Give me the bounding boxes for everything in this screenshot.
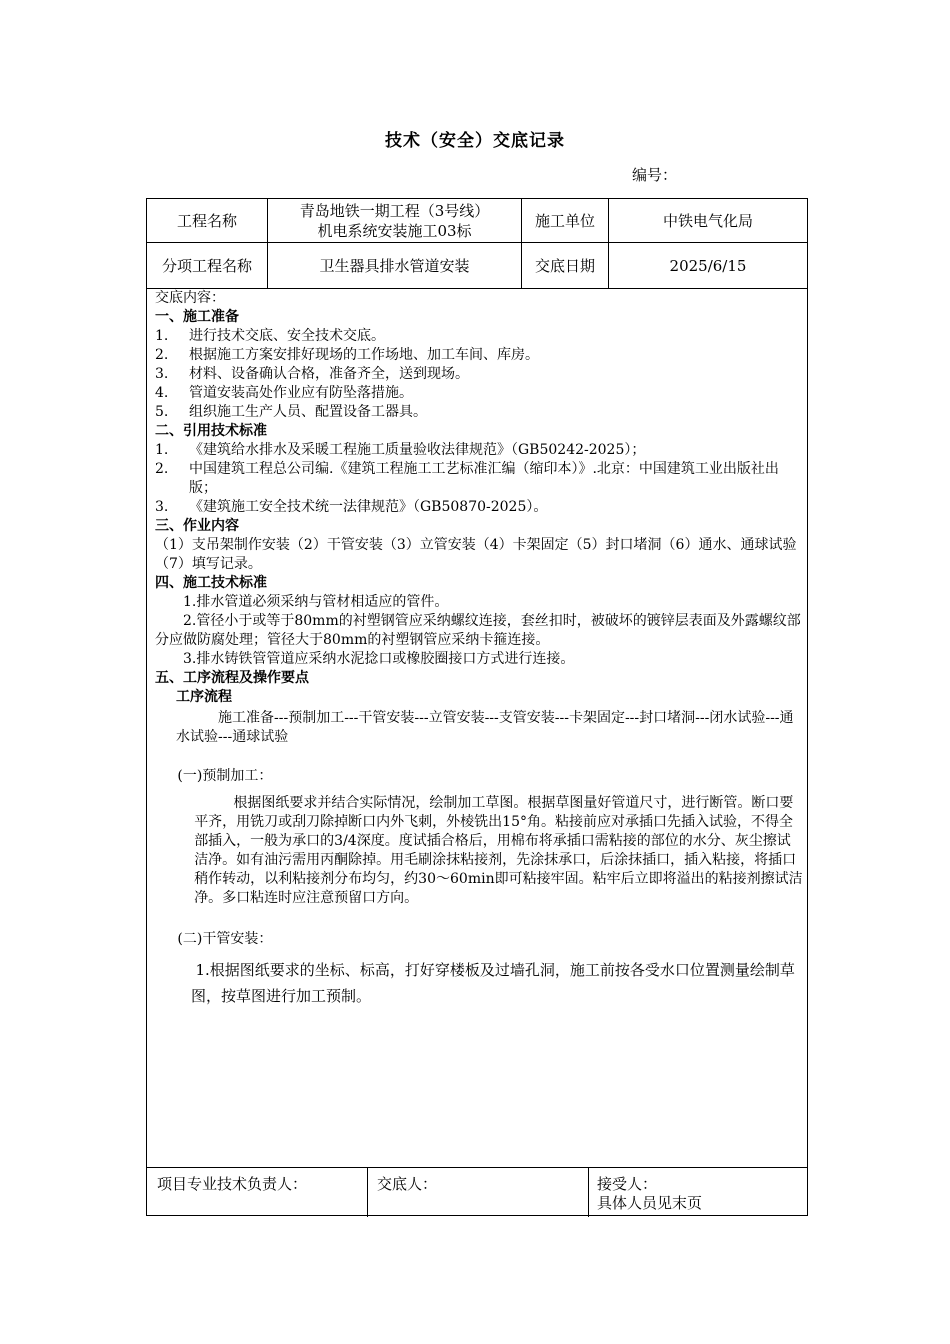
item-number: 5. bbox=[155, 404, 169, 420]
project-name-label: 工程名称 bbox=[176, 211, 237, 230]
item-text: 《建筑给水排水及采暖工程施工质量验收法律规范》（GB50242-2025）； bbox=[189, 442, 646, 458]
section-5-title: 五、工序流程及操作要点 bbox=[155, 670, 309, 686]
item-number: 3. bbox=[155, 366, 169, 382]
receiver-note: 具体人员见末页 bbox=[597, 1194, 703, 1212]
subsection-b-text: 1.根据图纸要求的坐标、标高，打好穿楼板及过墙孔洞，施工前按各受水口位置测量绘制草图，按草图进行加工预制。 bbox=[191, 961, 795, 1005]
list-item bbox=[155, 384, 803, 403]
list-item bbox=[155, 365, 803, 384]
row-divider bbox=[147, 1167, 807, 1168]
list-item bbox=[155, 460, 803, 498]
item-number: 2. bbox=[155, 461, 169, 477]
section-4-para: 3.排水铸铁管管道应采纳水泥捻口或橡胶圈接口方式进行连接。 bbox=[183, 651, 575, 667]
item-number: 3. bbox=[155, 499, 169, 515]
item-number: 1. bbox=[155, 442, 169, 458]
section-2-title: 二、引用技术标准 bbox=[155, 423, 267, 439]
document-title: 技术（安全）交底记录 bbox=[385, 131, 565, 151]
code-label: 编号： bbox=[632, 166, 678, 184]
discloser-label: 交底人： bbox=[377, 1175, 438, 1193]
section-4-para: 1.排水管道必须采纳与管材相适应的管件。 bbox=[183, 594, 449, 610]
item-text: 《建筑施工安全技术统一法律规范》（GB50870-2025）。 bbox=[189, 499, 548, 515]
sub-project-label: 分项工程名称 bbox=[161, 256, 252, 275]
process-flow-text: 施工准备---预制加工---干管安装---立管安装---支管安装---卡架固定---封口堵洞---闭水试验---通水试验---通球试验 bbox=[176, 710, 794, 745]
list-item bbox=[155, 403, 803, 422]
col-divider bbox=[367, 1167, 368, 1217]
section-4-para: 2.管径小于或等于80mm的衬塑钢管应采纳螺纹连接，套丝扣时，被破坏的镀锌层表面及外露螺纹部分应做防腐处理；管径大于80mm的衬塑钢管应采纳卡箍连接。 bbox=[155, 613, 801, 648]
col-divider bbox=[588, 1167, 589, 1217]
date-label: 交底日期 bbox=[534, 256, 595, 275]
list-item bbox=[155, 327, 803, 346]
item-text: 组织施工生产人员、配置设备工器具。 bbox=[189, 404, 427, 420]
item-text: 管道安装高处作业应有防坠落措施。 bbox=[189, 385, 413, 401]
subsection-b-title: (二)干管安装： bbox=[177, 931, 273, 947]
section-3-title: 三、作业内容 bbox=[155, 518, 239, 534]
section-4-title: 四、施工技术标准 bbox=[155, 575, 267, 591]
item-number: 2. bbox=[155, 347, 169, 363]
item-text: 材料、设备确认合格，准备齐全，送到现场。 bbox=[189, 366, 469, 382]
record-table bbox=[146, 198, 808, 1216]
unit-value: 中铁电气化局 bbox=[662, 211, 753, 230]
item-number: 1. bbox=[155, 328, 169, 344]
project-name-line2: 机电系统安装施工03标 bbox=[317, 221, 472, 240]
list-item bbox=[155, 346, 803, 365]
receiver-label: 接受人： bbox=[597, 1175, 658, 1193]
subsection-a-title: (一)预制加工： bbox=[177, 768, 273, 784]
date-value: 2025/6/15 bbox=[669, 256, 747, 275]
process-flow-subtitle: 工序流程 bbox=[176, 689, 232, 705]
item-text: 进行技术交底、安全技术交底。 bbox=[189, 328, 385, 344]
section-3-text: （1）支吊架制作安装（2）干管安装（3）立管安装（4）卡架固定（5）封口堵洞（6）通水、通球试验（7）填写记录。 bbox=[155, 537, 797, 572]
project-name-line1: 青岛地铁一期工程（3号线） bbox=[299, 201, 490, 220]
item-text: 根据施工方案安排好现场的工作场地、加工车间、库房。 bbox=[189, 347, 539, 363]
tech-lead-label: 项目专业技术负责人： bbox=[157, 1175, 308, 1193]
content-intro: 交底内容： bbox=[155, 290, 225, 306]
item-text: 中国建筑工程总公司编.《建筑工程施工工艺标准汇编（缩印本）》.北京：中国建筑工业出版社出版； bbox=[189, 461, 779, 496]
sub-project-value: 卫生器具排水管道安装 bbox=[319, 256, 470, 275]
project-name-value bbox=[268, 199, 521, 242]
list-item bbox=[155, 441, 803, 460]
list-item bbox=[155, 498, 803, 517]
unit-label: 施工单位 bbox=[534, 211, 595, 230]
item-number: 4. bbox=[155, 385, 169, 401]
section-1-title: 一、施工准备 bbox=[155, 309, 239, 325]
subsection-a-text: 根据图纸要求并结合实际情况，绘制加工草图。根据草图量好管道尺寸，进行断管。断口要平齐，用铣刀或刮刀除掉断口内外飞刺，外棱铣出15°角。粘接前应对承插口先插入试验，不得全部插入，一般为承口的3/4深度。度试插合格后，用棉布将承插口需粘接的部位的水分、灰尘擦试洁净。如有油污需用丙酮除掉。用毛刷涂抹粘接剂，先涂抹承口，后涂抹插口，插入粘接，将插口稍作转动，以利粘接剂分布均匀，约30～60min即可粘接牢固。粘牢后立即将溢出的粘接剂擦试洁净。多口粘连时应注意预留口方向。 bbox=[194, 795, 803, 906]
disclosure-content bbox=[155, 289, 803, 1009]
